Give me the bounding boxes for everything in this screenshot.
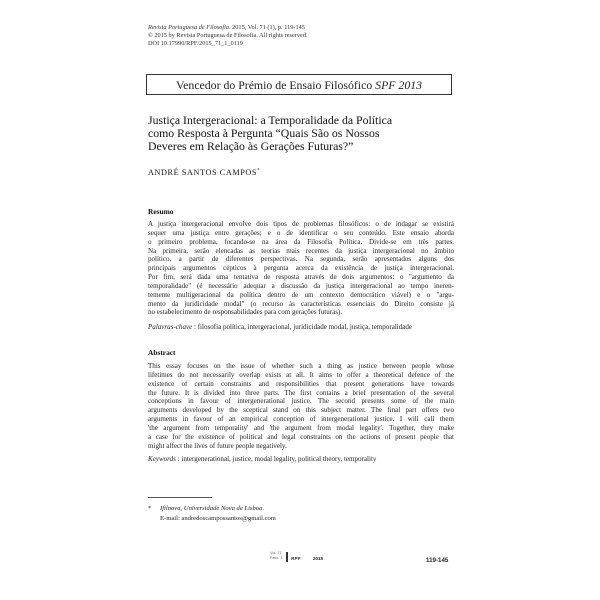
resumo-line: A justiça intergeracional envolve dois tipos de problemas filosóficos: o de indagar se existirá [148, 220, 454, 228]
abstract-line: might affect the lives of future people negatively. [148, 441, 287, 450]
keywords-list: : intergenerational, justice, modal legality, political theory, temporality [175, 455, 377, 463]
rpf-logo: RPF [291, 556, 301, 561]
author-footnote-mark: * [257, 168, 260, 174]
abstract-line: arguments in favour of an empirical conception of intergenerational justice. I will call them [148, 415, 454, 424]
journal-citation [148, 24, 448, 32]
resumo-heading: Resumo [148, 207, 174, 216]
resumo-line: mento da juridicidade modal" (o recurso às características essenciais do Direito consiste já [148, 299, 454, 308]
footer-fasc-text: Fasc. 1 [270, 555, 283, 560]
footer-separator [286, 552, 288, 562]
footer-vol-text: Vol. 71 [270, 551, 282, 555]
author-footnote [148, 504, 276, 523]
abstract-text [148, 362, 454, 450]
title-line: Deveres em Relação às Gerações Futuras?” [148, 139, 354, 153]
keywords-label: Keywords [148, 455, 176, 463]
abstract-line: This essay focuses on the issue of whether such a thing as justice between people whose [148, 362, 454, 370]
abstract-keywords [148, 455, 454, 464]
title-line: como Resposta à Pergunta “Quais São os Nossos [148, 126, 380, 140]
page-range: 119-145 [426, 557, 449, 564]
resumo-text [148, 220, 454, 317]
author-name [148, 168, 260, 177]
footnote-email-line [148, 514, 276, 524]
abstract-line: a case for the existence of political and legal constraints on the actions of present people that [148, 432, 454, 441]
resumo-keywords [148, 323, 454, 332]
title-line: Justiça Intergeracional: a Temporalidade da Política [148, 113, 393, 127]
keywords-list: : filosofia política, intergeracional, juridicidade modal, justiça, temporalidade [192, 323, 413, 331]
resumo-line: político, a partir de diferentes perspectivas. Na segunda, serão apresentados alguns dos [148, 255, 454, 264]
abstract-line: 'the argument from temporality' and 'the argument from modal legality'. Together, they make [148, 423, 454, 432]
journal-volume-pages: . 2015, Vol. 71 (1), p. 119-145 [228, 24, 305, 31]
resumo-line: principais argumentos cépticos à pergunta acerca da existência de justiça intergeracional. [148, 264, 454, 273]
footer-journal-mark [270, 551, 332, 565]
abstract-line: existence of certain constraints and responsibilities that present generations have towards [148, 379, 454, 388]
prize-year: SPF 2013 [375, 78, 423, 92]
resumo-line: Na primeira, serão elencadas as teorias mais recentes da justiça intergeracional no âmbito [148, 246, 454, 255]
journal-name: Revista Portuguesa de Filosofia [148, 24, 229, 31]
resumo-line: temporalidade" (é necessário adequar a discussão da justiça intergeracional ao tempo ineren- [148, 281, 454, 290]
footnote-mark: * [148, 505, 152, 512]
journal-header [148, 24, 448, 49]
prize-text: Vencedor do Prémio de Ensaio Filosófico [175, 78, 373, 92]
author-text: ANDRÉ SANTOS CAMPOS [148, 168, 258, 177]
footnote-divider [148, 497, 212, 498]
resumo-line: no estabelecimento de responsabilidades para com gerações futuras). [148, 308, 343, 317]
copyright-line: © 2015 by Revista Portuguesa de Filosofia. All rights reserved. [148, 32, 308, 40]
abstract-line: the future. It is divided into three parts. The first contains a brief presentation of the several [148, 388, 454, 397]
abstract-line: conceptions in favour of intergenerational justice. The second presents some of the main [148, 397, 454, 406]
resumo-line: o primeiro problema, focando-se na área da Filosofia Política. Divide-se em três partes. [148, 237, 454, 246]
footnote-affiliation: Ifilnova, Universidade Nova de Lisboa. [160, 505, 265, 512]
keywords-label: Palavras-chave [148, 323, 193, 331]
resumo-line: Por fim, será dada uma tentativa de resposta através de dois argumentos: o "argumento da [148, 273, 454, 282]
abstract-line: arguments developed by the sceptical stand on this subject matter. The final part offers two [148, 406, 454, 415]
footer-volume [270, 551, 282, 560]
abstract-line: lifetimes do not necessarily overlap exists at all. It aims to offer a theoretical defence of the [148, 370, 454, 379]
footnote-email: E-mail: andredoscampossantos@gmail.com [160, 514, 276, 522]
article-title [148, 114, 448, 153]
footer-year: 2015 [313, 556, 324, 561]
abstract-heading: Abstract [148, 348, 176, 357]
resumo-line: temente multigeracional da política dentro de um contexto democrático viável) e o "argu- [148, 290, 454, 299]
prize-banner [146, 74, 452, 95]
doi-line: DOI 10.17990/RPF/2015_71_1_0119 [148, 40, 243, 48]
resumo-line: sequer uma justiça entre gerações; e o de identificar o seu conteúdo. Este ensaio aborda [148, 228, 454, 237]
footnote-affiliation-line [148, 504, 276, 514]
